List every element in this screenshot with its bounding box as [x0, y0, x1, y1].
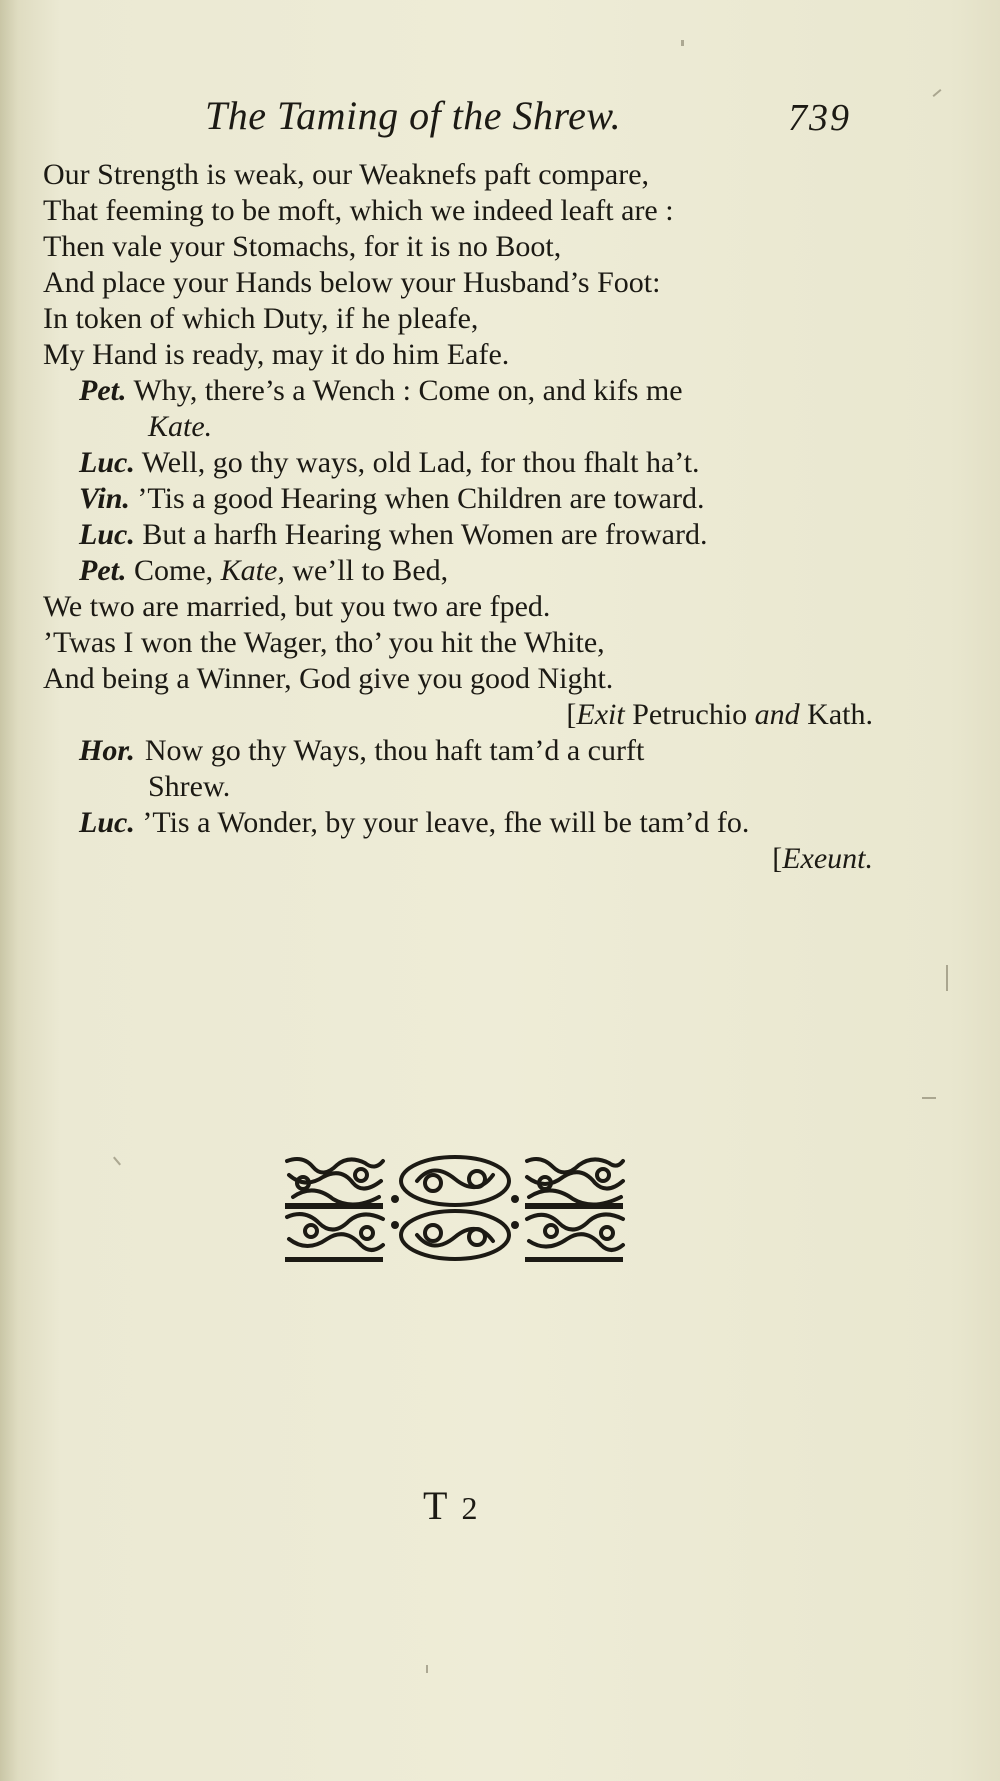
- speech-luc: [43, 445, 873, 481]
- speaker-name: Pet.: [79, 374, 127, 407]
- verse-line: My Hand is ready, may it do him Eafe.: [43, 338, 510, 371]
- bracket: [: [566, 698, 577, 731]
- verse-line: That feeming to be moft, which we indeed leaft are :: [43, 194, 674, 227]
- verse-line: We two are married, but you two are fped.: [43, 590, 551, 623]
- speech-vin: [43, 481, 873, 517]
- signature-mark: [423, 1482, 477, 1529]
- play-text: [43, 157, 873, 877]
- speech-continuation: [43, 409, 873, 445]
- speech-pet: [43, 373, 873, 409]
- paper-speck: [946, 965, 948, 991]
- paper-speck: [113, 1157, 121, 1166]
- speech-text: Why, there’s a Wench : Come on, and kifs me: [133, 374, 683, 407]
- speech-text: Well, go thy ways, old Lad, for thou fhalt ha’t.: [141, 446, 700, 479]
- exeunt-word: Exeunt.: [782, 842, 873, 875]
- verse-line: And being a Winner, God give you good Night.: [43, 662, 614, 695]
- speaker-name: Hor.: [79, 734, 135, 767]
- speech-hor: [43, 733, 873, 769]
- speech-text: Shrew.: [148, 770, 231, 803]
- signature-number: 2: [461, 1490, 478, 1526]
- conjunction: and: [754, 698, 800, 731]
- paper-speck: [922, 1097, 936, 1099]
- speech-text: Come,: [133, 554, 214, 587]
- exit-word: Exit: [576, 698, 625, 731]
- printers-ornament-icon: [283, 1153, 626, 1263]
- stage-direction-exit: [43, 697, 873, 733]
- speech-text: Now go thy Ways, thou haft tam’d a curft: [144, 734, 645, 767]
- speech-text: ’Tis a Wonder, by your leave, fhe will be tam’d fo.: [142, 806, 750, 839]
- verse-line: In token of which Duty, if he pleafe,: [43, 302, 479, 335]
- speaker-name: Luc.: [79, 806, 135, 839]
- stage-direction-exeunt: [43, 841, 873, 877]
- speaker-name: Vin.: [79, 482, 130, 515]
- page-header: [0, 92, 1000, 148]
- signature-letter: T: [423, 1483, 448, 1528]
- speech-pet: [43, 553, 873, 589]
- speech-continuation: [43, 769, 873, 805]
- speech-luc: [43, 517, 873, 553]
- speech-luc-final: [43, 805, 873, 841]
- verse-line: ’Twas I won the Wager, tho’ you hit the White,: [43, 626, 605, 659]
- page-number: 739: [788, 97, 851, 139]
- running-title: The Taming of the Shrew.: [205, 93, 622, 138]
- character-name: Petruchio: [632, 698, 748, 731]
- speech-text: But a harfh Hearing when Women are froward.: [142, 518, 708, 551]
- paper-speck: [426, 1665, 428, 1673]
- speech-text: we’ll to Bed,: [292, 554, 449, 587]
- verse-line: And place your Hands below your Husband’s Foot:: [43, 266, 661, 299]
- verse-line: Then vale your Stomachs, for it is no Boot,: [43, 230, 562, 263]
- verse-line: Our Strength is weak, our Weaknefs paft compare,: [43, 158, 650, 191]
- speaker-name: Luc.: [79, 446, 135, 479]
- speech-text-italic: Kate.: [148, 410, 213, 443]
- character-name: Kath.: [807, 698, 873, 731]
- paper-speck: [681, 40, 684, 46]
- speech-text: ’Tis a good Hearing when Children are toward.: [137, 482, 705, 515]
- speech-text-italic: Kate,: [220, 554, 285, 587]
- speaker-name: Luc.: [79, 518, 135, 551]
- speaker-name: Pet.: [79, 554, 127, 587]
- bracket: [: [772, 842, 783, 875]
